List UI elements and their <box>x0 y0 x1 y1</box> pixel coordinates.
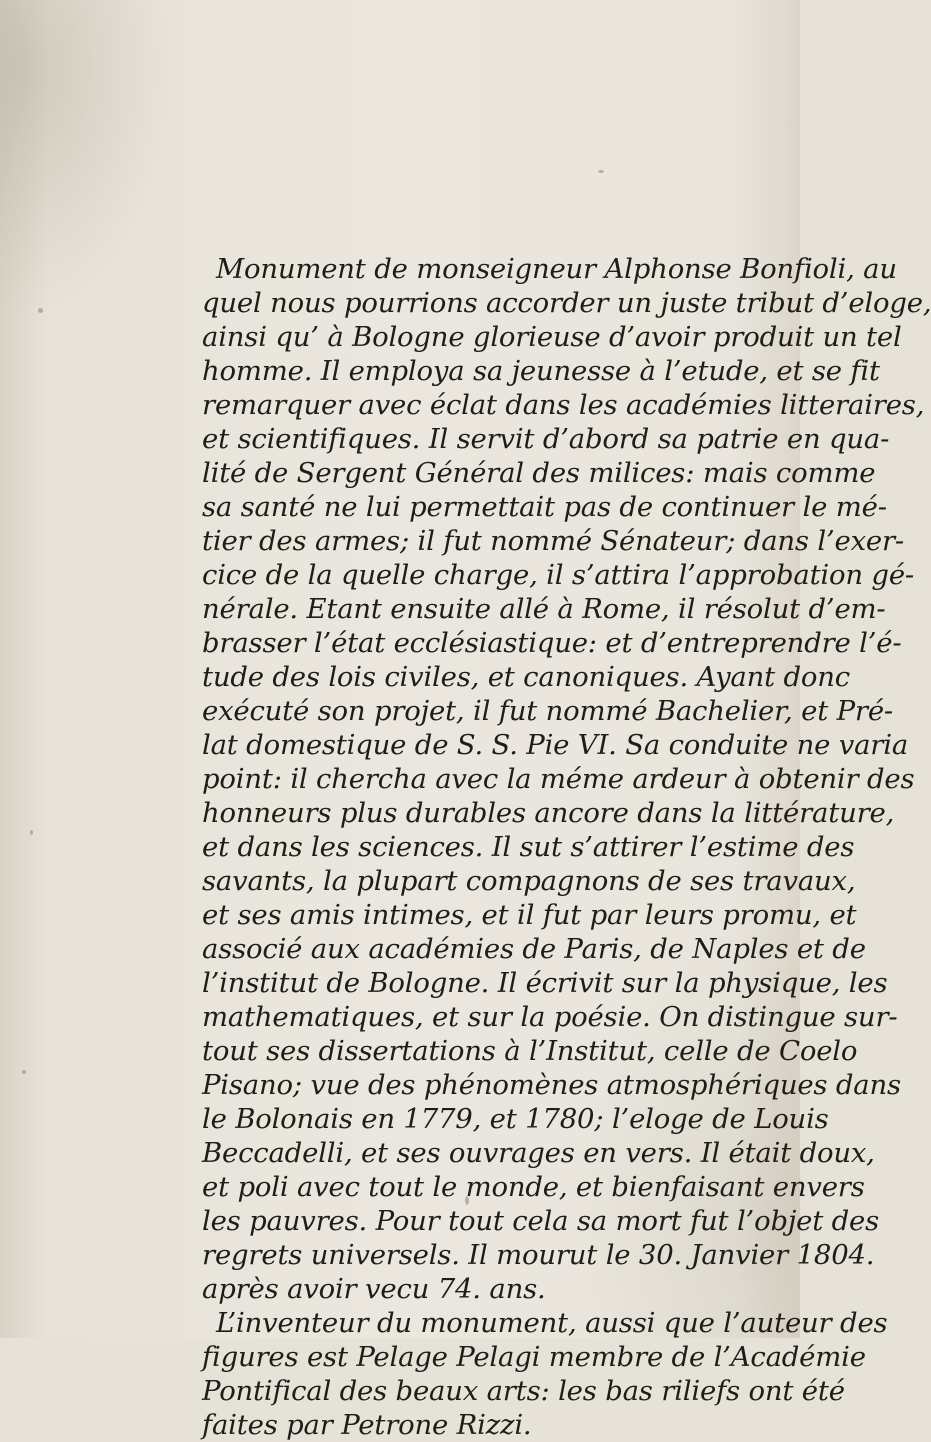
text-line: nérale. Etant ensuite allé à Rome, il résolut d’em- <box>202 593 886 625</box>
text-line: regrets universels. Il mourut le 30. Janvier 1804. <box>202 1239 875 1271</box>
text-line: lat domestique de S. S. Pie VI. Sa conduite ne varia <box>202 729 909 761</box>
text-line: quel nous pourrions accorder un juste tribut d’eloge, <box>202 287 931 319</box>
text-line: sa santé ne lui permettait pas de continuer le mé- <box>202 491 887 523</box>
text-line: et poli avec tout le monde, et bienfaisant envers <box>202 1171 865 1203</box>
text-line: honneurs plus durables ancore dans la littérature, <box>202 797 895 829</box>
text-line: remarquer avec éclat dans les académies litteraires, <box>202 389 925 421</box>
text-line: savants, la plupart compagnons de ses travaux, <box>202 865 856 897</box>
ink-speck <box>22 1070 26 1074</box>
ink-speck <box>38 308 43 313</box>
text-line: tout ses dissertations à l’Institut, celle de Coelo <box>202 1035 858 1067</box>
text-line: et scientifiques. Il servit d’abord sa patrie en qua- <box>202 423 890 455</box>
text-line: figures est Pelage Pelagi membre de l’Académie <box>202 1341 866 1373</box>
text-line: et dans les sciences. Il sut s’attirer l’estime des <box>202 831 855 863</box>
text-line: tude des lois civiles, et canoniques. Ayant donc <box>202 661 850 693</box>
text-line: cice de la quelle charge, il s’attira l’approbation gé- <box>202 559 915 591</box>
text-line: l’institut de Bologne. Il écrivit sur la physique, les <box>202 967 888 999</box>
text-line: associé aux académies de Paris, de Naples et de <box>202 933 866 965</box>
text-line: tier des armes; il fut nommé Sénateur; dans l’exer- <box>202 525 905 557</box>
text-line: ainsi qu’ à Bologne glorieuse d’avoir produit un tel <box>202 321 902 353</box>
text-line: L’inventeur du monument, aussi que l’auteur des <box>216 1307 888 1339</box>
text-line: brasser l’état ecclésiastique: et d’entreprendre l’é- <box>202 627 902 659</box>
text-line: et ses amis intimes, et il fut par leurs promu, et <box>202 899 857 931</box>
ink-speck <box>30 830 33 835</box>
text-line: le Bolonais en 1779, et 1780; l’eloge de Louis <box>202 1103 829 1135</box>
text-line: faites par Petrone Rizzi. <box>202 1409 532 1441</box>
text-line: Beccadelli, et ses ouvrages en vers. Il était doux, <box>202 1137 875 1169</box>
text-line: exécuté son projet, il fut nommé Bachelier, et Pré- <box>202 695 893 727</box>
text-line: Pontifical des beaux arts: les bas riliefs ont été <box>202 1375 845 1407</box>
ink-speck <box>598 170 604 173</box>
text-line: Pisano; vue des phénomènes atmosphériques dans <box>202 1069 901 1101</box>
text-line: point: il chercha avec la méme ardeur à obtenir des <box>202 763 915 795</box>
text-line: homme. Il employa sa jeunesse à l’etude, et se fit <box>202 355 880 387</box>
text-line: Monument de monseigneur Alphonse Bonfioli, au <box>216 253 897 285</box>
text-line: mathematiques, et sur la poésie. On distingue sur- <box>202 1001 898 1033</box>
text-line: après avoir vecu 74. ans. <box>202 1273 546 1305</box>
text-line: lité de Sergent Général des milices: mais comme <box>202 457 876 489</box>
text-line: les pauvres. Pour tout cela sa mort fut l’objet des <box>202 1205 880 1237</box>
